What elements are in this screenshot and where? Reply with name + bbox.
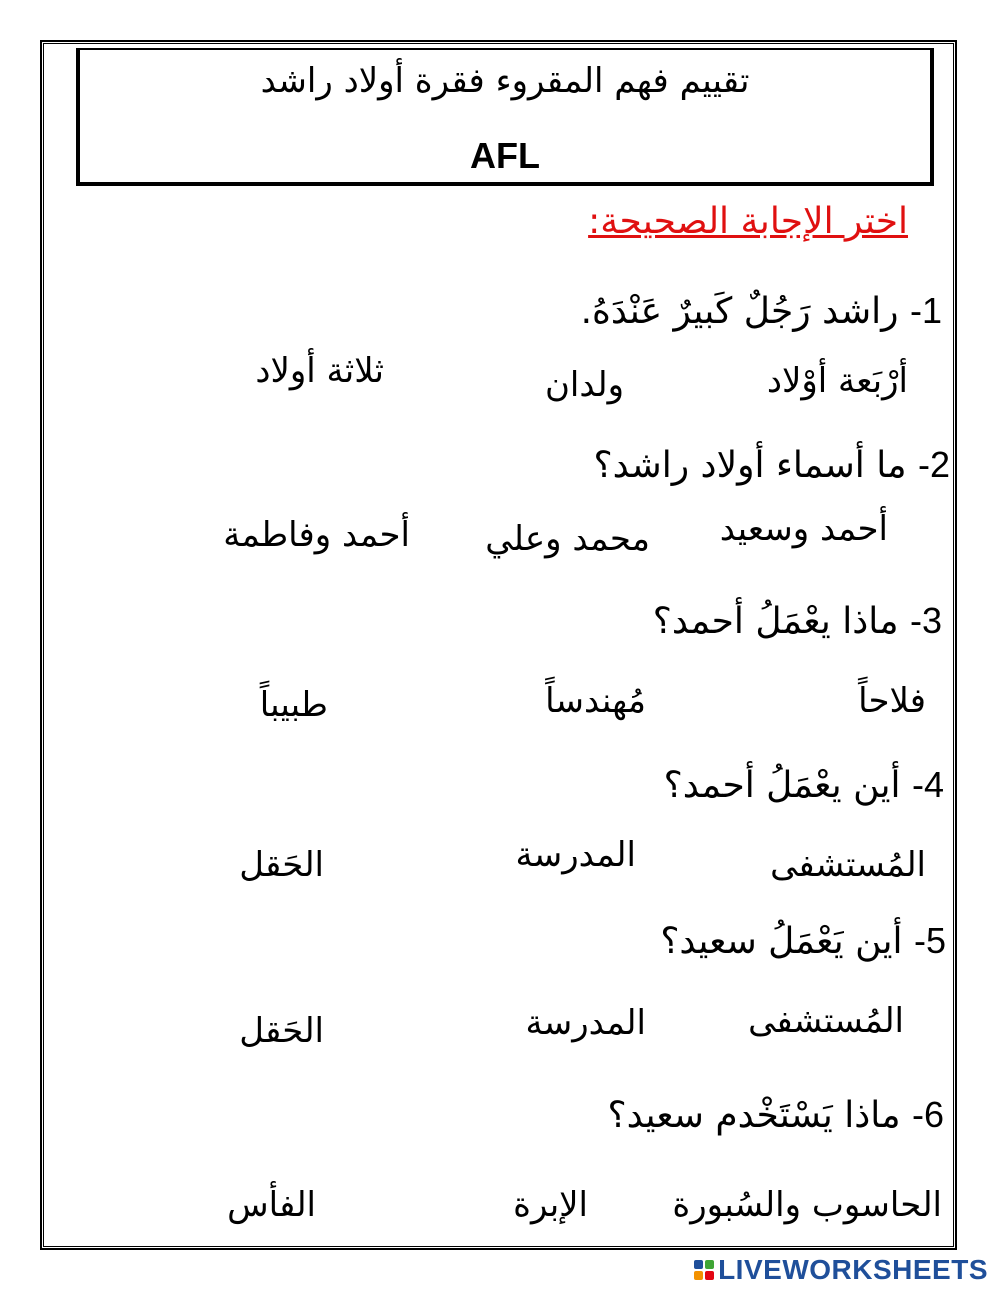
- q3-option-3[interactable]: طبيباً: [259, 685, 328, 725]
- q2-option-3[interactable]: أحمد وفاطمة: [223, 515, 410, 555]
- q2-option-2[interactable]: محمد وعلي: [485, 519, 650, 559]
- question-6: [608, 1090, 944, 1141]
- brand-name: LIVEWORKSHEETS: [718, 1254, 988, 1285]
- liveworksheets-logo-icon: [694, 1260, 714, 1280]
- q5-option-1[interactable]: المُستشفى: [748, 1001, 904, 1041]
- q1-option-3[interactable]: ثلاثة أولاد: [255, 351, 384, 391]
- question-number: 2-: [917, 444, 950, 485]
- q5-option-2[interactable]: المدرسة: [525, 1003, 646, 1043]
- page-title: تقييم فهم المقروء فقرة أولاد راشد: [260, 61, 750, 101]
- q1-option-2[interactable]: ولدان: [544, 365, 624, 405]
- question-text: ماذا يَسْتَخْدم سعيد؟: [607, 1095, 901, 1136]
- question-3: [653, 596, 942, 647]
- question-number: 5-: [913, 920, 946, 961]
- q6-option-2[interactable]: الإبرة: [513, 1185, 588, 1225]
- question-2: [594, 440, 950, 491]
- question-number: 4-: [911, 764, 944, 805]
- title-box: [76, 48, 934, 186]
- question-number: 3-: [909, 600, 942, 641]
- question-1: [581, 286, 942, 337]
- question-number: 1-: [909, 290, 942, 331]
- question-number: 6-: [911, 1094, 944, 1135]
- q4-option-1[interactable]: المُستشفى: [770, 845, 926, 885]
- assessment-code: AFL: [470, 135, 540, 176]
- q3-option-2[interactable]: مُهندساً: [545, 681, 646, 721]
- question-4: [664, 760, 944, 811]
- question-5: [660, 916, 946, 967]
- q6-option-1[interactable]: الحاسوب والسُبورة: [672, 1185, 942, 1225]
- question-text: راشد رَجُلٌ كَبيرٌ عَنْدَهُ.: [580, 291, 899, 332]
- q4-option-2[interactable]: المدرسة: [515, 835, 636, 875]
- instruction: اختر الإجابة الصحيحة:: [588, 201, 908, 242]
- question-text: ما أسماء أولاد راشد؟: [593, 445, 907, 486]
- q2-option-1[interactable]: أحمد وسعيد: [719, 509, 888, 549]
- question-text: أين يعْمَلُ أحمد؟: [663, 765, 901, 806]
- q5-option-3[interactable]: الحَقل: [239, 1011, 324, 1051]
- q4-option-3[interactable]: الحَقل: [239, 845, 324, 885]
- liveworksheets-brand[interactable]: [694, 1254, 988, 1286]
- question-text: ماذا يعْمَلُ أحمد؟: [652, 601, 899, 642]
- q3-option-1[interactable]: فلاحاً: [858, 681, 926, 721]
- question-text: أين يَعْمَلُ سعيد؟: [660, 921, 903, 962]
- q1-option-1[interactable]: أرْبَعة أوْلاد: [766, 361, 908, 401]
- q6-option-3[interactable]: الفأس: [227, 1185, 316, 1225]
